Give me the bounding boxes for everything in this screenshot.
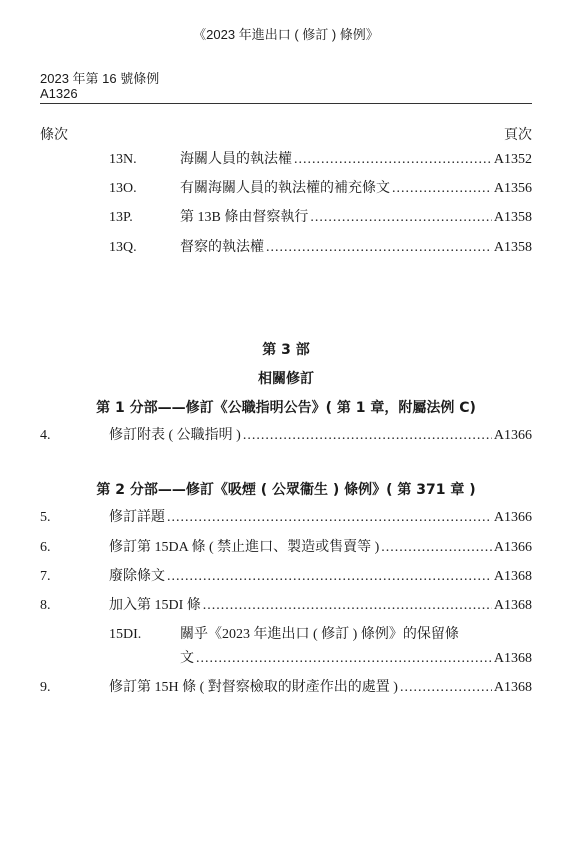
toc-entry-title-line2: 文 xyxy=(180,651,194,666)
toc-entry-number: 13N. xyxy=(109,152,137,167)
toc-entry-title: 修訂第 15DA 條 ( 禁止進口、製造或售賣等 ) xyxy=(109,540,380,555)
toc-entry xyxy=(0,426,572,446)
dot-leader xyxy=(167,567,492,587)
toc-entry-line xyxy=(180,208,532,228)
dot-leader xyxy=(167,508,492,528)
page-column-header: 頁次 xyxy=(504,128,532,143)
toc-entry xyxy=(0,538,572,558)
dot-leader xyxy=(392,179,492,199)
toc-entry-line xyxy=(109,508,532,528)
toc-entry xyxy=(0,179,572,199)
toc-entry-number: 9. xyxy=(40,680,51,695)
toc-entry xyxy=(0,567,572,587)
toc-entry xyxy=(0,208,572,228)
dot-leader xyxy=(400,678,492,698)
page-code: A1326 xyxy=(40,86,78,101)
toc-entry-page: A1358 xyxy=(493,240,532,255)
toc-entry-number: 13Q. xyxy=(109,240,137,255)
toc-entry-line xyxy=(109,538,532,558)
dot-leader xyxy=(266,238,492,258)
toc-entry-title-line1: 關乎《2023 年進出口 ( 修訂 ) 條例》的保留條 xyxy=(180,627,459,642)
toc-entry-line xyxy=(180,649,532,669)
dot-leader xyxy=(381,538,492,558)
toc-entry-page: A1358 xyxy=(493,210,532,225)
toc-entry-title: 海關人員的執法權 xyxy=(180,152,292,167)
toc-entry-line xyxy=(109,426,532,446)
toc-entry-line xyxy=(180,150,532,170)
toc-entry-line xyxy=(109,596,532,616)
toc-entry-number: 8. xyxy=(40,598,51,613)
toc-entry-page: A1352 xyxy=(493,152,532,167)
running-title: 《2023 年進出口 ( 修訂 ) 條例》 xyxy=(193,27,379,42)
toc-entry xyxy=(0,596,572,616)
division-1-heading: 第 1 分部——修訂《公職指明公告》( 第 1 章，附屬法例 C) xyxy=(96,400,476,416)
dot-leader xyxy=(203,596,492,616)
toc-entry-title: 第 13B 條由督察執行 xyxy=(180,210,309,225)
toc-entry-line xyxy=(180,238,532,258)
toc-entry-title: 督察的執法權 xyxy=(180,240,264,255)
toc-entry-page: A1368 xyxy=(493,598,532,613)
toc-sub-entry-continuation xyxy=(0,649,572,669)
toc-entry xyxy=(0,508,572,528)
division-2-heading: 第 2 分部——修訂《吸煙 ( 公眾衞生 ) 條例》( 第 371 章 ) xyxy=(96,482,476,498)
toc-entry-page: A1356 xyxy=(493,181,532,196)
dot-leader xyxy=(243,426,492,446)
part-title: 相關修訂 xyxy=(258,371,314,387)
section-column-header: 條次 xyxy=(40,128,68,143)
toc-entry-title: 廢除條文 xyxy=(109,569,165,584)
toc-entry-number: 6. xyxy=(40,540,51,555)
toc-entry-title: 修訂第 15H 條 ( 對督察檢取的財產作出的處置 ) xyxy=(109,680,398,695)
toc-entry-number: 13P. xyxy=(109,210,133,225)
dot-leader xyxy=(294,150,492,170)
toc-entry-number: 5. xyxy=(40,510,51,525)
toc-entry-number: 13O. xyxy=(109,181,137,196)
toc-entry xyxy=(0,238,572,258)
toc-entry-page: A1368 xyxy=(493,569,532,584)
toc-entry-title: 有關海關人員的執法權的補充條文 xyxy=(180,181,390,196)
toc-entry-page: A1366 xyxy=(493,510,532,525)
toc-entry-line xyxy=(109,678,532,698)
dot-leader xyxy=(310,208,492,228)
toc-entry-title: 修訂附表 ( 公職指明 ) xyxy=(109,428,241,443)
dot-leader xyxy=(196,649,492,669)
toc-entry-number: 4. xyxy=(40,428,51,443)
ordinance-number: 2023 年第 16 號條例 xyxy=(40,71,160,86)
part-label: 第 3 部 xyxy=(262,342,310,358)
toc-entry-title: 加入第 15DI 條 xyxy=(109,598,201,613)
header-rule xyxy=(40,103,532,104)
toc-entry-number: 7. xyxy=(40,569,51,584)
toc-entry-page: A1366 xyxy=(493,540,532,555)
toc-entry-page: A1368 xyxy=(493,651,532,666)
toc-sub-entry xyxy=(0,625,572,645)
toc-entry-number: 15DI. xyxy=(109,627,142,642)
toc-entry xyxy=(0,150,572,170)
toc-entry-line xyxy=(180,179,532,199)
toc-entry-title: 修訂詳題 xyxy=(109,510,165,525)
toc-entry-page: A1366 xyxy=(493,428,532,443)
toc-entry-page: A1368 xyxy=(493,680,532,695)
toc-entry-line xyxy=(109,567,532,587)
toc-entry xyxy=(0,678,572,698)
